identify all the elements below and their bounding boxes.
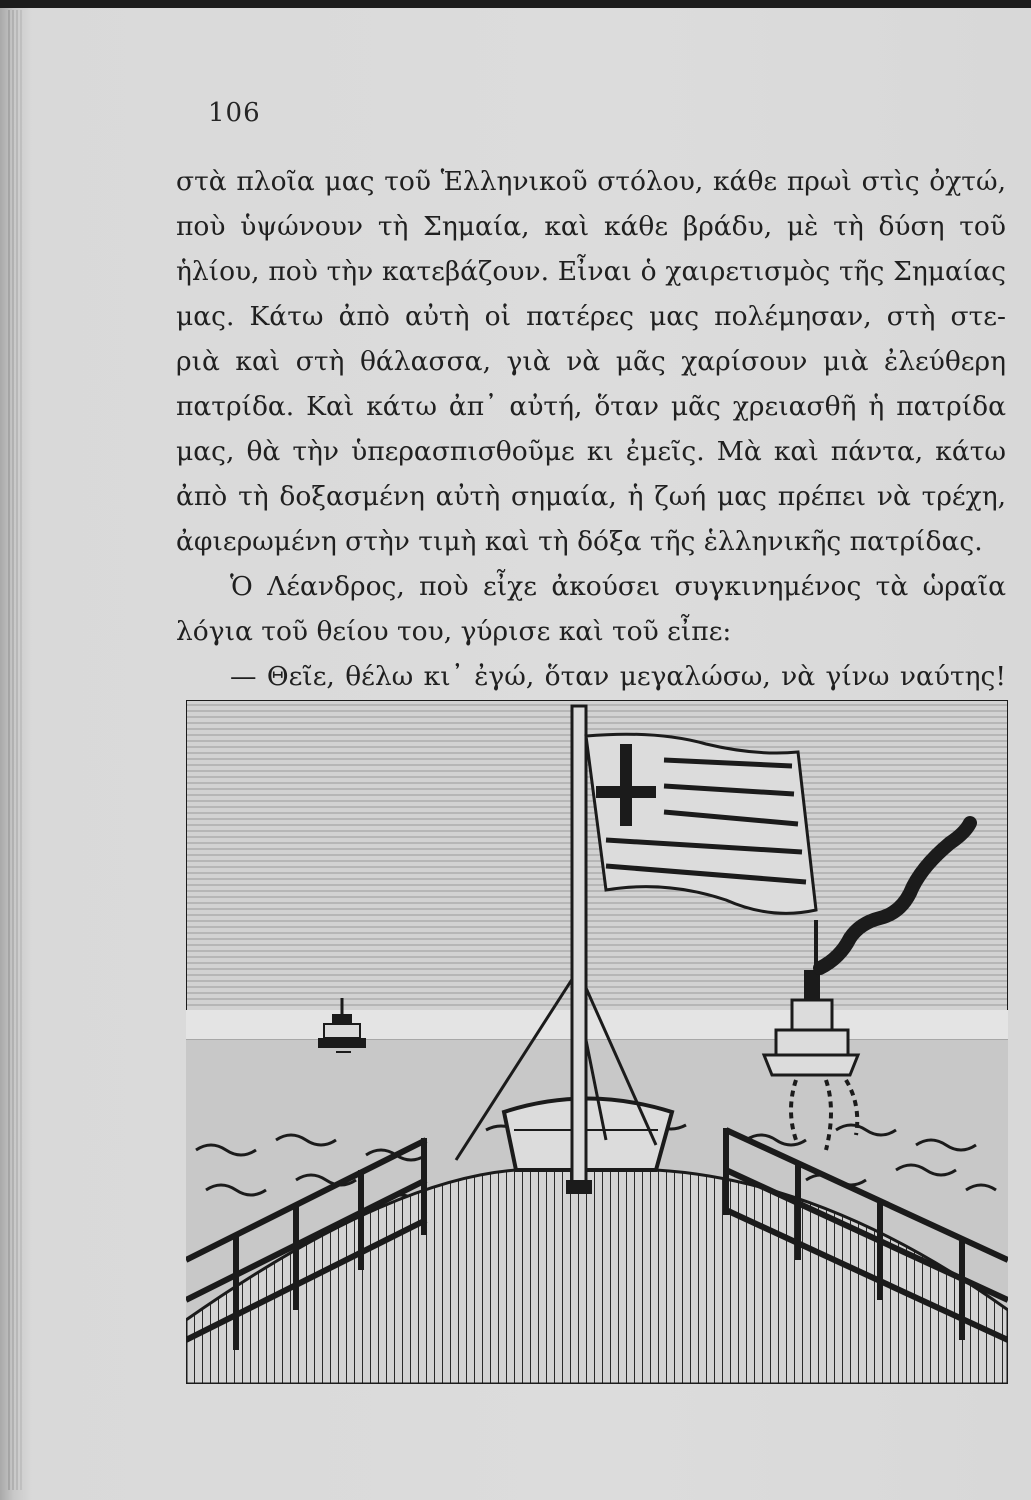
ship-flag-illustration [186, 700, 1008, 1384]
text-line: ποὺ ὑψώνουν τὴ Σημαία, καὶ κάθε βράδυ, μὲ τὴ δύση τοῦ [176, 211, 1006, 242]
page-edge-lines [6, 10, 28, 1490]
text-line: λόγια τοῦ θείου του, γύρισε καὶ τοῦ εἶπε: [176, 616, 732, 647]
text-line: ριὰ καὶ στὴ θάλασσα, γιὰ νὰ μᾶς χαρίσουν μιὰ ἐλεύθερη [176, 346, 1006, 377]
scan-top-edge [0, 0, 1031, 8]
flag-mast [572, 706, 586, 1186]
greek-flag [586, 734, 816, 913]
text-line: — Θεῖε, θέλω κι᾽ ἐγώ, ὅταν μεγαλώσω, νὰ γίνω ναύτης! [230, 661, 1006, 692]
text-line: Ὁ Λέανδρος, ποὺ εἶχε ἀκούσει συγκινημένος τὰ ὡραῖα [230, 571, 1006, 602]
text-line: ἀπὸ τὴ δοξασμένη αὐτὴ σημαία, ἡ ζωή μας πρέπει νὰ τρέχη, [176, 481, 1006, 512]
text-line: ἡλίου, ποὺ τὴν κατεβάζουν. Εἶναι ὁ χαιρετισμὸς τῆς Σημαίας [176, 256, 1006, 287]
text-line: μας, θὰ τὴν ὑπερασπισθοῦμε κι ἐμεῖς. Μὰ καὶ πάντα, κάτω [176, 436, 1006, 467]
page-number: 106 [208, 98, 261, 128]
text-line: στὰ πλοῖα μας τοῦ Ἑλληνικοῦ στόλου, κάθε πρωὶ στὶς ὀχτώ, [176, 166, 1006, 197]
text-line: μας. Κάτω ἀπὸ αὐτὴ οἱ πατέρες μας πολέμησαν, στὴ στε- [176, 301, 1006, 332]
illustration-svg [186, 700, 1008, 1384]
bow-bulwark [504, 1099, 672, 1171]
text-line: ἀφιερωμένη στὴν τιμὴ καὶ τὴ δόξα τῆς ἑλληνικῆς πατρίδας. [176, 526, 983, 557]
text-line: πατρίδα. Καὶ κάτω ἀπ᾽ αὐτή, ὅταν μᾶς χρειασθῆ ἡ πατρίδα [176, 391, 1006, 422]
